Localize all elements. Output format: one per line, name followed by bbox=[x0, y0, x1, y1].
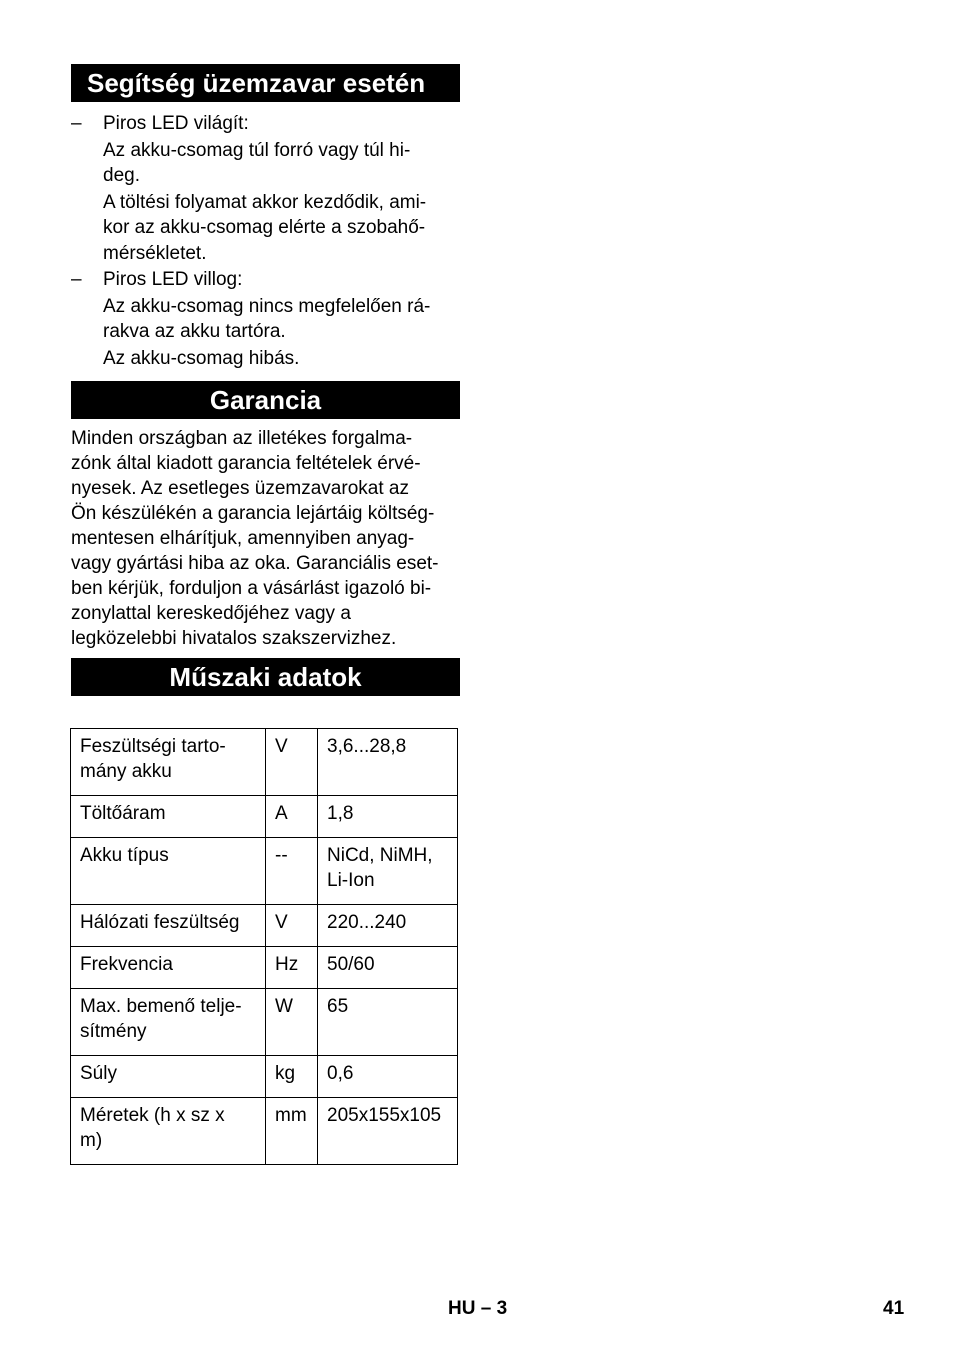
text-line: Minden országban az illetékes forgalma- bbox=[71, 428, 413, 449]
table-row bbox=[71, 838, 458, 905]
spec-name-cell bbox=[71, 989, 266, 1056]
list-item bbox=[71, 267, 460, 371]
item-paragraph bbox=[103, 138, 460, 189]
spec-unit: mm bbox=[266, 1098, 318, 1165]
spec-name-cell bbox=[71, 796, 266, 838]
text-line: zonylattal kereskedőjéhez vagy a bbox=[71, 603, 351, 624]
table-row bbox=[71, 729, 458, 796]
spec-value-cell bbox=[318, 838, 458, 905]
spec-name: Feszültségi tarto- bbox=[80, 736, 226, 757]
footer-section-label: HU – 3 bbox=[448, 1298, 508, 1319]
spec-value: Li-Ion bbox=[327, 870, 375, 891]
page-number: 41 bbox=[883, 1298, 905, 1319]
spec-value-cell bbox=[318, 1056, 458, 1098]
text-line: nyesek. Az esetleges üzemzavarokat az bbox=[71, 478, 409, 499]
item-label: Piros LED világít: bbox=[103, 113, 249, 134]
spec-value: 205x155x105 bbox=[327, 1105, 442, 1126]
spec-value: NiCd, NiMH, bbox=[327, 845, 433, 866]
spec-unit: V bbox=[266, 729, 318, 796]
spec-value-cell bbox=[318, 989, 458, 1056]
spec-unit: -- bbox=[266, 838, 318, 905]
spec-name: Súly bbox=[80, 1063, 117, 1084]
spec-value: 220...240 bbox=[327, 912, 407, 933]
spec-unit: Hz bbox=[266, 947, 318, 989]
troubleshooting-heading: Segítség üzemzavar esetén bbox=[71, 64, 460, 102]
spec-value: 3,6...28,8 bbox=[327, 736, 407, 757]
spec-value-cell bbox=[318, 1098, 458, 1165]
list-dash: – bbox=[71, 113, 82, 134]
table-row bbox=[71, 905, 458, 947]
spec-name: m) bbox=[80, 1130, 103, 1151]
spec-name: Méretek (h x sz x bbox=[80, 1105, 225, 1126]
text-line: legközelebbi hivatalos szakszervizhez. bbox=[71, 628, 397, 649]
spec-value: 65 bbox=[327, 996, 349, 1017]
warranty-heading: Garancia bbox=[71, 381, 460, 419]
spec-name: mány akku bbox=[80, 761, 172, 782]
spec-name: Hálózati feszültség bbox=[80, 912, 240, 933]
spec-unit: kg bbox=[266, 1056, 318, 1098]
table-row bbox=[71, 1056, 458, 1098]
troubleshooting-list bbox=[71, 111, 460, 371]
text-line: ben kérjük, forduljon a vásárlást igazoló bi- bbox=[71, 578, 432, 599]
text-line: mentesen elhárítjuk, amennyiben anyag- bbox=[71, 528, 415, 549]
spec-name: Frekvencia bbox=[80, 954, 173, 975]
spec-value-cell bbox=[318, 905, 458, 947]
item-paragraph bbox=[103, 346, 460, 372]
spec-name-cell bbox=[71, 1056, 266, 1098]
text-line: zónk által kiadott garancia feltételek érvé- bbox=[71, 453, 421, 474]
spec-value-cell bbox=[318, 947, 458, 989]
spec-value: 50/60 bbox=[327, 954, 375, 975]
spec-value-cell bbox=[318, 729, 458, 796]
spec-name-cell bbox=[71, 1098, 266, 1165]
table-row bbox=[71, 796, 458, 838]
text-line: Az akku-csomag hibás. bbox=[103, 347, 300, 369]
item-label: Piros LED villog: bbox=[103, 269, 243, 290]
list-dash: – bbox=[71, 269, 82, 290]
spec-value: 1,8 bbox=[327, 803, 354, 824]
table-row bbox=[71, 989, 458, 1056]
spec-name: Töltőáram bbox=[80, 803, 166, 824]
spec-unit: A bbox=[266, 796, 318, 838]
spec-unit: V bbox=[266, 905, 318, 947]
warranty-section bbox=[71, 381, 460, 651]
item-paragraph bbox=[103, 190, 460, 267]
item-paragraph bbox=[103, 294, 460, 345]
text-line: mérsékletet. bbox=[103, 242, 207, 264]
text-line: Az akku-csomag nincs megfelelően rá- bbox=[103, 295, 431, 317]
table-row bbox=[71, 947, 458, 989]
spec-name: Akku típus bbox=[80, 845, 169, 866]
spec-name-cell bbox=[71, 905, 266, 947]
spec-value-cell bbox=[318, 796, 458, 838]
specs-heading: Műszaki adatok bbox=[71, 658, 460, 696]
spec-name-cell bbox=[71, 729, 266, 796]
specs-table bbox=[70, 728, 458, 1165]
text-line: vagy gyártási hiba az oka. Garanciális eset- bbox=[71, 553, 439, 574]
text-line: Ön készülékén a garancia lejártáig költség- bbox=[71, 503, 435, 524]
specs-section bbox=[71, 658, 460, 696]
spec-name-cell bbox=[71, 838, 266, 905]
spec-name: sítmény bbox=[80, 1021, 147, 1042]
spec-unit: W bbox=[266, 989, 318, 1056]
table-row bbox=[71, 1098, 458, 1165]
spec-name: Max. bemenő telje- bbox=[80, 996, 242, 1017]
text-line: deg. bbox=[103, 165, 140, 186]
text-line: rakva az akku tartóra. bbox=[103, 321, 286, 342]
spec-name-cell bbox=[71, 947, 266, 989]
troubleshooting-section bbox=[71, 64, 460, 371]
text-line: A töltési folyamat akkor kezdődik, ami- bbox=[103, 191, 427, 213]
spec-value: 0,6 bbox=[327, 1063, 354, 1084]
text-line: Az akku-csomag túl forró vagy túl hi- bbox=[103, 139, 411, 161]
warranty-paragraph bbox=[71, 426, 460, 651]
list-item bbox=[71, 111, 460, 266]
text-line: kor az akku-csomag elérte a szobahő- bbox=[103, 217, 426, 238]
